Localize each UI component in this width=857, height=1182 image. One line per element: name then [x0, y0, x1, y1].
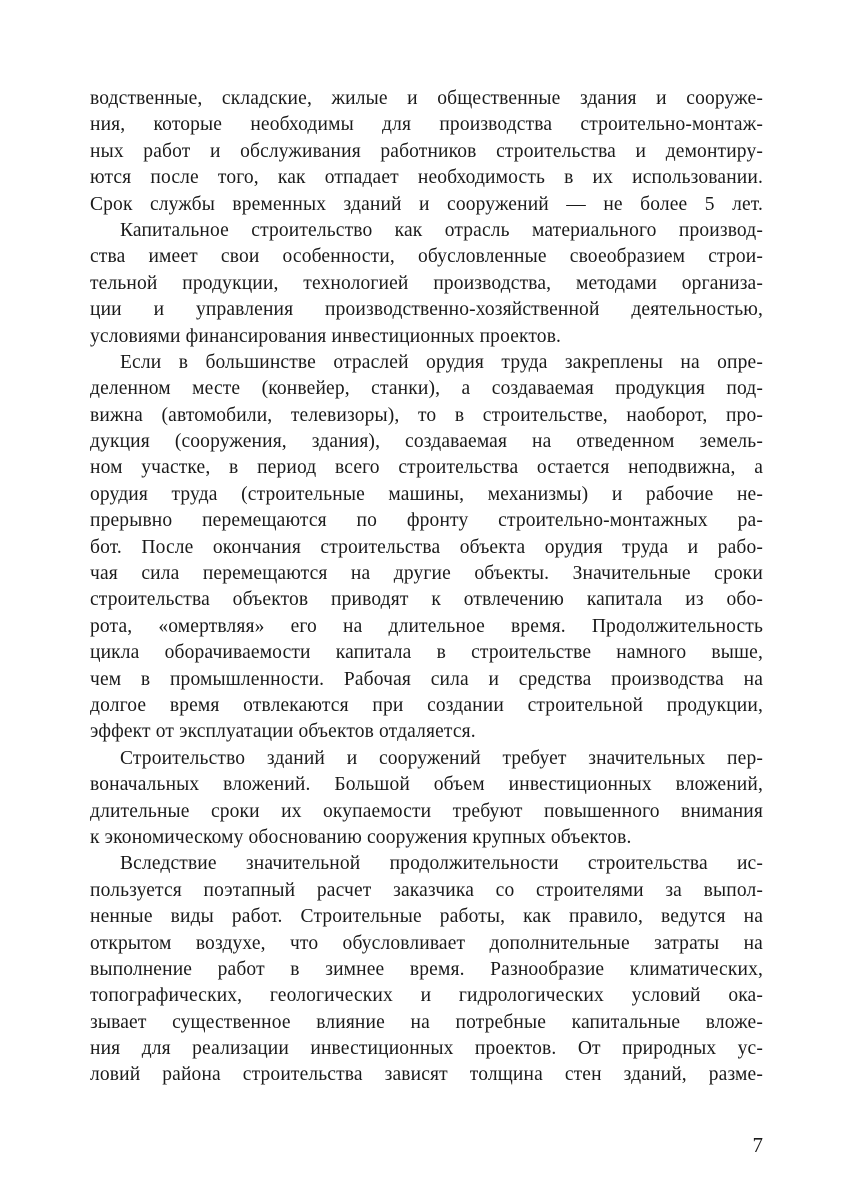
- text-line: долгое время отвлекаются при создании строительной продукции,: [90, 694, 763, 716]
- text-line: Строительство зданий и сооружений требует значительных пер-: [120, 747, 763, 769]
- text-line: выполнение работ в зимнее время. Разнообразие климатических,: [90, 958, 763, 980]
- page-number: 7: [752, 1133, 763, 1157]
- paragraph: [90, 746, 763, 852]
- text-line: цикла оборачиваемости капитала в строительстве намного выше,: [90, 642, 763, 664]
- text-line: ния, которые необходимы для производства строительно-монтаж-: [90, 114, 763, 136]
- text-line: пользуется поэтапный расчет заказчика со строителями за выпол-: [90, 879, 763, 901]
- text-line: топографических, геологических и гидрологических условий ока-: [90, 985, 763, 1007]
- text-line: Вследствие значительной продолжительности строительства ис-: [120, 853, 763, 875]
- text-line: эффект от эксплуатации объектов отдаляется.: [90, 721, 476, 743]
- text-line: ном участке, в период всего строительства остается неподвижна, а: [90, 457, 763, 479]
- text-line: ства имеет свои особенности, обусловленные своеобразием строи-: [90, 246, 763, 268]
- text-line: ции и управления производственно-хозяйственной деятельностью,: [90, 299, 763, 321]
- paragraph: [90, 86, 763, 218]
- text-line: рота, «омертвляя» его на длительное время. Продолжительность: [90, 615, 763, 637]
- text-line: чем в промышленности. Рабочая сила и средства производства на: [90, 668, 763, 690]
- text-line: ются после того, как отпадает необходимость в их использовании.: [90, 167, 763, 189]
- body-text: [90, 86, 763, 1089]
- text-line: воначальных вложений. Большой объем инвестиционных вложений,: [90, 774, 763, 796]
- text-line: длительные сроки их окупаемости требуют повышенного внимания: [90, 800, 763, 822]
- text-line: зывает существенное влияние на потребные капитальные вложе-: [90, 1011, 763, 1033]
- text-line: вижна (автомобили, телевизоры), то в строительстве, наоборот, про-: [90, 404, 763, 426]
- text-line: строительства объектов приводят к отвлечению капитала из обо-: [90, 589, 763, 611]
- text-line: к экономическому обоснованию сооружения крупных объектов.: [90, 826, 632, 848]
- text-line: тельной продукции, технологией производства, методами организа-: [90, 272, 763, 294]
- text-line: ния для реализации инвестиционных проектов. От природных ус-: [90, 1038, 763, 1060]
- paragraph: [90, 851, 763, 1089]
- paragraph: [90, 350, 763, 746]
- text-line: открытом воздухе, что обусловливает дополнительные затраты на: [90, 932, 763, 954]
- text-line: ных работ и обслуживания работников строительства и демонтиру-: [90, 140, 763, 162]
- text-line: ненные виды работ. Строительные работы, как правило, ведутся на: [90, 906, 763, 928]
- text-line: Капитальное строительство как отрасль материального производ-: [120, 219, 763, 241]
- text-line: водственные, складские, жилые и общественные здания и сооруже-: [90, 88, 763, 109]
- text-line: бот. После окончания строительства объекта орудия труда и рабо-: [90, 536, 763, 558]
- text-line: условиями финансирования инвестиционных проектов.: [90, 325, 562, 347]
- paragraph: [90, 218, 763, 350]
- text-line: орудия труда (строительные машины, механизмы) и рабочие не-: [90, 483, 763, 505]
- text-line: чая сила перемещаются на другие объекты. Значительные сроки: [90, 563, 763, 585]
- text-line: деленном месте (конвейер, станки), а создаваемая продукция под-: [90, 378, 763, 400]
- text-line: дукция (сооружения, здания), создаваемая на отведенном земель-: [90, 431, 763, 453]
- text-line: прерывно перемещаются по фронту строительно-монтажных ра-: [90, 510, 763, 532]
- text-line: Если в большинстве отраслей орудия труда закреплены на опре-: [120, 351, 763, 373]
- text-line: Срок службы временных зданий и сооружений — не более 5 лет.: [90, 193, 763, 215]
- text-line: ловий района строительства зависят толщина стен зданий, разме-: [90, 1064, 763, 1086]
